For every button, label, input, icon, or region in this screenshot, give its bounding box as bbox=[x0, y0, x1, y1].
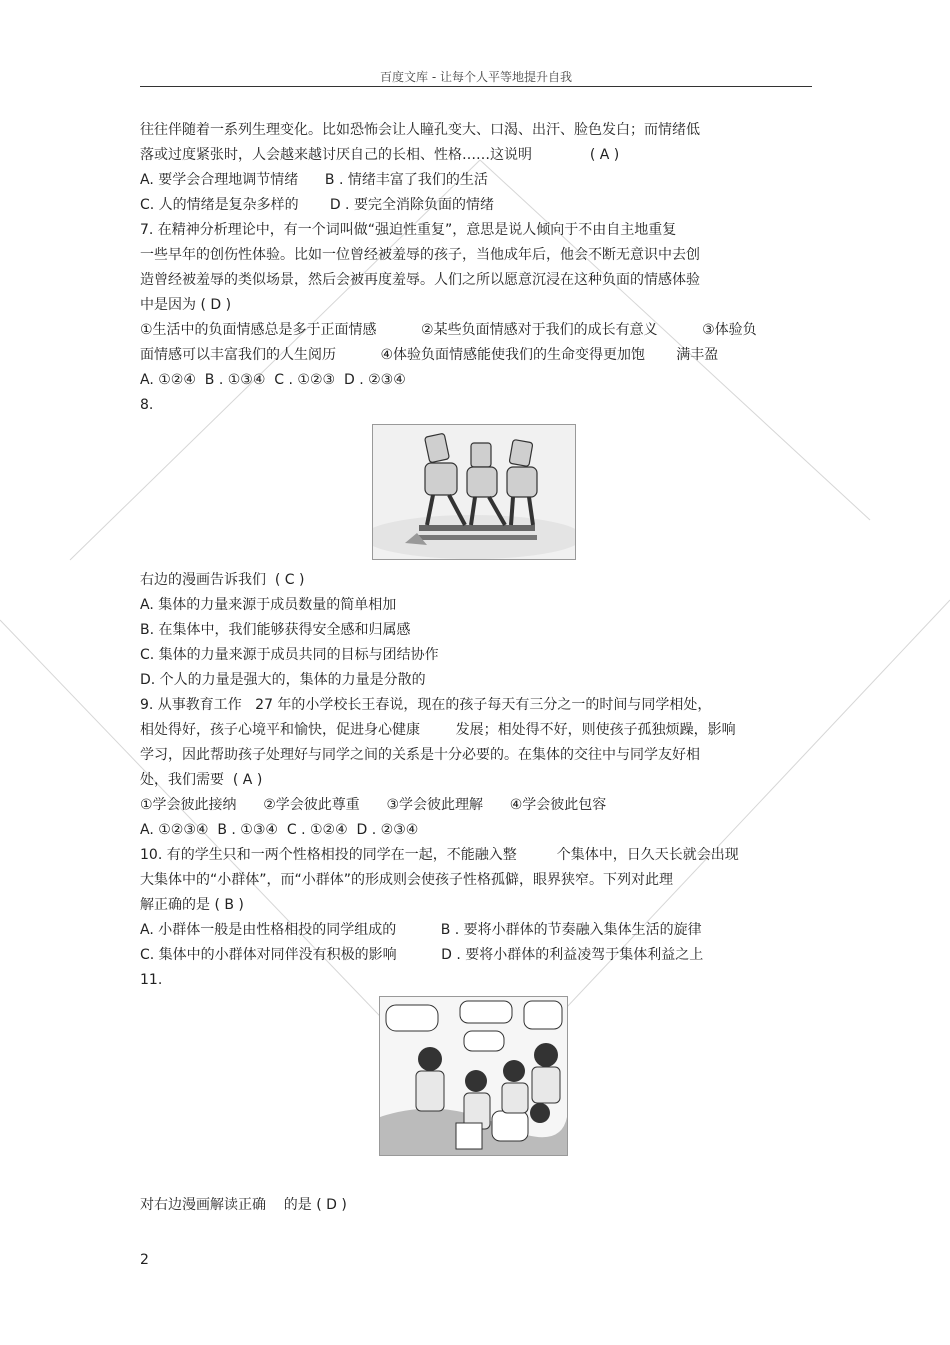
text-line: 面情感可以丰富我们的人生阅历 ④体验负面情感能使我们的生命变得更加饱 满丰盈 bbox=[140, 347, 719, 363]
text-line: 7. 在精神分析理论中，有一个词叫做“强迫性重复”，意思是说人倾向于不由自主地重复 bbox=[140, 222, 677, 238]
text-line: 右边的漫画告诉我们 ( C ) bbox=[140, 572, 305, 588]
text-line: A. ①②④ B . ①③④ C . ①②③ D . ②③④ bbox=[140, 372, 406, 388]
text-line: 11. bbox=[140, 972, 163, 988]
text-line: 一些早年的创伤性体验。比如一位曾经被羞辱的孩子，当他成年后，他会不断无意识中去创 bbox=[140, 247, 700, 263]
text-line: 学习，因此帮助孩子处理好与同学之间的关系是十分必要的。在集体的交往中与同学友好相 bbox=[140, 747, 700, 763]
page-header: 百度文库 - 让每个人平等地提升自我 bbox=[380, 70, 572, 84]
cartoon-three-legged-walk bbox=[372, 424, 576, 560]
text-line: C. 集体的力量来源于成员共同的目标与团结协作 bbox=[140, 647, 439, 663]
page-number: 2 bbox=[140, 1252, 149, 1268]
text-line: 造曾经被羞辱的类似场景，然后会被再度羞辱。人们之所以愿意沉浸在这种负面的情感体验 bbox=[140, 272, 700, 288]
text-line: 中是因为 ( D ) bbox=[140, 297, 232, 313]
text-line: 8. bbox=[140, 397, 154, 413]
text-line: C. 集体中的小群体对同伴没有积极的影响 D . 要将小群体的利益凌驾于集体利益之上 bbox=[140, 947, 704, 963]
cartoon-students-group bbox=[379, 996, 568, 1156]
text-line: 解正确的是 ( B ) bbox=[140, 897, 244, 913]
text-line: 对右边漫画解读正确 的是 ( D ) bbox=[140, 1197, 347, 1213]
text-line: ①生活中的负面情感总是多于正面情感 ②某些负面情感对于我们的成长有意义 ③体验负 bbox=[140, 322, 757, 338]
text-line: 相处得好，孩子心境平和愉快，促进身心健康 发展；相处得不好，则使孩子孤独烦躁，影响 bbox=[140, 722, 736, 738]
text-line: B. 在集体中，我们能够获得安全感和归属感 bbox=[140, 622, 411, 638]
text-line: 往往伴随着一系列生理变化。比如恐怖会让人瞳孔变大、口渴、出汗、脸色发白；而情绪低 bbox=[140, 122, 700, 138]
header-divider bbox=[140, 86, 812, 87]
text-line: 10. 有的学生只和一两个性格相投的同学在一起，不能融入整 个集体中，日久天长就会出现 bbox=[140, 847, 739, 863]
text-line: A. 集体的力量来源于成员数量的简单相加 bbox=[140, 597, 397, 613]
text-line: C. 人的情绪是复杂多样的 D . 要完全消除负面的情绪 bbox=[140, 197, 494, 213]
text-line: 大集体中的“小群体”，而“小群体”的形成则会使孩子性格孤僻，眼界狭窄。下列对此理 bbox=[140, 872, 674, 888]
text-line: 处，我们需要 ( A ) bbox=[140, 772, 263, 788]
text-line: ①学会彼此接纳 ②学会彼此尊重 ③学会彼此理解 ④学会彼此包容 bbox=[140, 797, 607, 813]
text-line: 落或过度紧张时，人会越来越讨厌自己的长相、性格……这说明 ( A ) bbox=[140, 147, 620, 163]
text-line: A. 要学会合理地调节情绪 B . 情绪丰富了我们的生活 bbox=[140, 172, 488, 188]
text-line: A. ①②③④ B . ①③④ C . ①②④ D . ②③④ bbox=[140, 822, 419, 838]
text-line: 9. 从事教育工作 27 年的小学校长王春说，现在的孩子每天有三分之一的时间与同学相处， bbox=[140, 697, 712, 713]
text-line: A. 小群体一般是由性格相投的同学组成的 B . 要将小群体的节奏融入集体生活的旋律 bbox=[140, 922, 702, 938]
text-line: D. 个人的力量是强大的，集体的力量是分散的 bbox=[140, 672, 426, 688]
